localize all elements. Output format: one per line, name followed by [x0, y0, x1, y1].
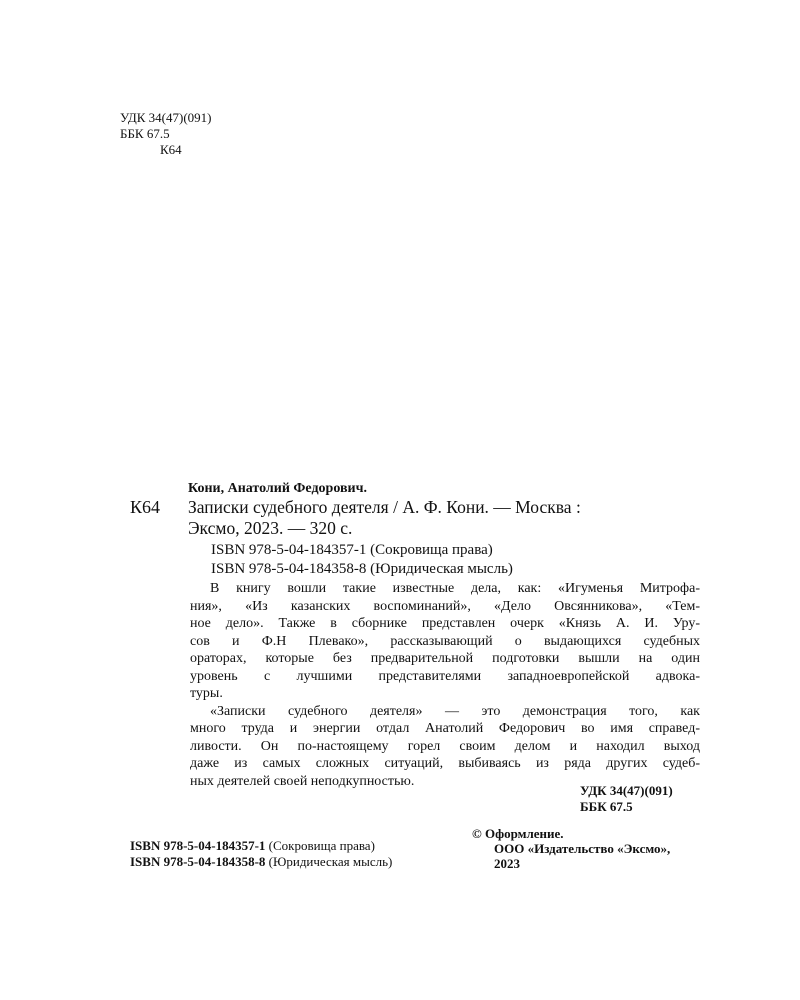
abstract-line: туры. [190, 686, 223, 701]
abstract-line: «Записки судебного деятеля» — это демонстрация того, как [210, 703, 700, 719]
card-isbn-list [211, 541, 513, 579]
footer-isbn-2-number: ISBN 978-5-04-184358-8 [130, 854, 266, 869]
abstract-line: ное дело». Также в сборнике представлен очерк «Князь А. И. Уру- [190, 616, 700, 631]
abstract-line: В книгу вошли такие известные дела, как: «Игуменья Митрофа- [210, 581, 700, 596]
abstract-line: ния», «Из казанских воспоминаний», «Дело Овсянникова», «Тем- [190, 598, 700, 614]
card-udk: УДК 34(47)(091) [580, 783, 673, 798]
card-author: Кони, Анатолий Федорович. [188, 481, 367, 496]
header-udk: УДК 34(47)(091) [120, 110, 212, 125]
abstract-line: много труда и энергии отдал Анатолий Федорович во имя справед- [190, 721, 700, 736]
abstract-paragraph-1 [190, 580, 700, 703]
footer-isbn-1 [130, 838, 392, 854]
copyright-line-2: ООО «Издательство «Эксмо», [494, 841, 671, 856]
abstract-line: сов и Ф.Н Плевако», рассказывающий о выдающихся судебных [190, 633, 700, 649]
abstract-line: ных деятелей своей неподкупностью. [190, 773, 415, 789]
header-classification-codes [120, 110, 212, 158]
copyright-notice [472, 826, 670, 871]
abstract-line: даже из самых сложных ситуаций, выбиваясь из ряда других судеб- [190, 756, 700, 771]
footer-isbn-1-series: (Сокровища права) [268, 838, 375, 853]
footer-isbn-2 [130, 854, 392, 870]
card-classification-codes [580, 783, 673, 815]
bib-publisher-line: Эксмо, 2023. — 320 с. [188, 518, 353, 538]
header-bbk: ББК 67.5 [120, 126, 170, 141]
card-isbn-1: ISBN 978-5-04-184357-1 (Сокровища права) [211, 542, 493, 558]
footer-isbn-list [130, 838, 392, 870]
abstract-paragraph-2 [190, 703, 700, 791]
footer-isbn-1-number: ISBN 978-5-04-184357-1 [130, 838, 266, 853]
abstract-line: ливости. Он по-настоящему горел своим делом и находил выход [190, 738, 700, 754]
card-isbn-2: ISBN 978-5-04-184358-8 (Юридическая мысль) [211, 561, 513, 577]
copyright-line-1: © Оформление. [472, 826, 564, 841]
abstract-line: уровень с лучшими представителями западноевропейской адвока- [190, 668, 700, 684]
card-bbk: ББК 67.5 [580, 799, 633, 814]
card-author-mark: К64 [130, 497, 161, 517]
card-bibliographic-description [188, 497, 581, 539]
header-author-mark: К64 [160, 142, 182, 157]
card-abstract [190, 580, 700, 790]
footer-isbn-2-series: (Юридическая мысль) [268, 854, 393, 869]
abstract-line: ораторах, которые без предварительной подготовки вышли на один [190, 651, 700, 666]
bib-title-line: Записки судебного деятеля / А. Ф. Кони. — Москва : [188, 497, 581, 517]
copyright-line-3: 2023 [494, 856, 520, 871]
